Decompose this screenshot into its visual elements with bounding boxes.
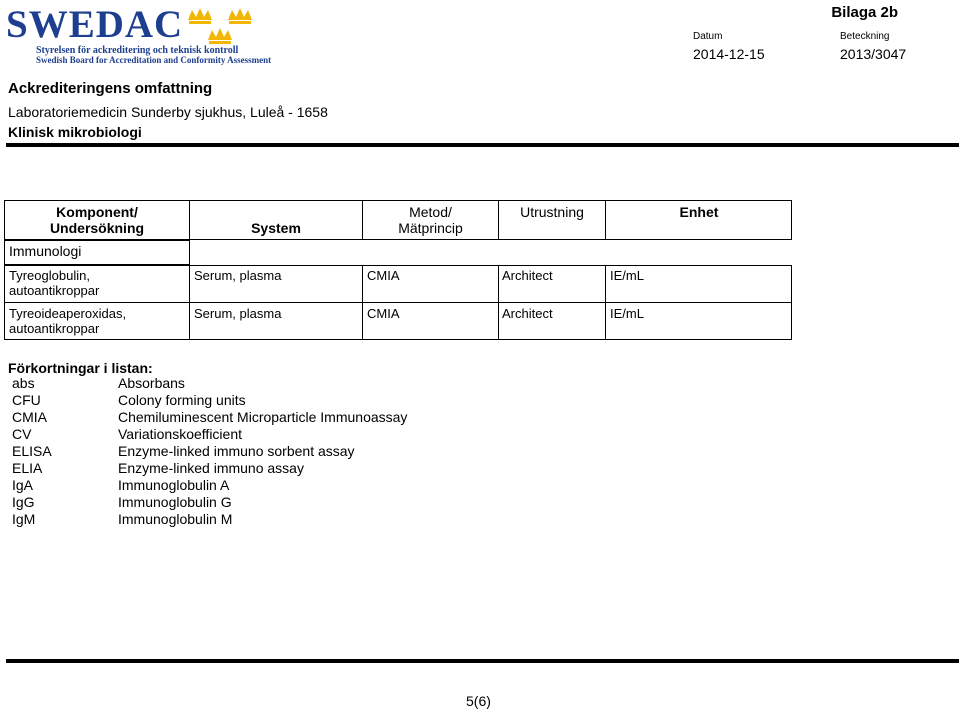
abbreviation-code: ELISA xyxy=(12,443,52,459)
abbreviation-meaning: Immunoglobulin M xyxy=(118,511,233,527)
row2-divider-3 xyxy=(605,302,606,340)
abbreviation-code: CFU xyxy=(12,392,41,408)
row2-method: CMIA xyxy=(367,306,400,321)
abbreviation-meaning: Chemiluminescent Microparticle Immunoassay xyxy=(118,409,408,425)
logo-tagline-swedish: Styrelsen för ackreditering och teknisk kontroll xyxy=(36,45,239,56)
header-system: System xyxy=(251,220,301,236)
abbreviation-meaning: Immunoglobulin G xyxy=(118,494,232,510)
abbreviations-title: Förkortningar i listan: xyxy=(8,360,153,376)
header-method-line1: Metod/ xyxy=(409,204,452,220)
header-method-line2: Mätprincip xyxy=(398,220,463,236)
row2-component-line2: autoantikroppar xyxy=(9,321,100,336)
abbreviation-meaning: Absorbans xyxy=(118,375,185,391)
abbreviation-code: ELIA xyxy=(12,460,43,476)
row1-equipment: Architect xyxy=(502,268,553,283)
row2-equipment: Architect xyxy=(502,306,553,321)
row1-unit: IE/mL xyxy=(610,268,644,283)
header-unit: Enhet xyxy=(679,204,719,220)
department-name: Klinisk mikrobiologi xyxy=(8,124,142,140)
appendix-label: Bilaga 2b xyxy=(831,4,898,21)
row1-divider-2 xyxy=(498,265,499,303)
abbreviation-code: CV xyxy=(12,426,32,442)
row1-system: Serum, plasma xyxy=(194,268,282,283)
abbreviation-meaning: Variationskoefficient xyxy=(118,426,242,442)
abbreviation-meaning: Enzyme-linked immuno sorbent assay xyxy=(118,443,355,459)
row2-component-line1: Tyreoideaperoxidas, xyxy=(9,306,127,321)
header-divider xyxy=(6,143,959,147)
header-component-line2: Undersökning xyxy=(49,220,145,236)
row2-system: Serum, plasma xyxy=(194,306,282,321)
logo-tagline-english: Swedish Board for Accreditation and Conformity Assessment xyxy=(36,55,272,65)
row1-method: CMIA xyxy=(367,268,400,283)
document-title: Ackrediteringens omfattning xyxy=(8,80,213,97)
header-component-line1: Komponent/ xyxy=(56,204,138,220)
date-value: 2014-12-15 xyxy=(693,46,765,62)
footer-divider xyxy=(6,659,959,663)
row2-unit: IE/mL xyxy=(610,306,644,321)
row1-divider-1 xyxy=(362,265,363,303)
abbreviation-code: IgA xyxy=(12,477,34,493)
three-crowns-icon xyxy=(186,6,256,46)
row1-component-line1: Tyreoglobulin, xyxy=(9,268,90,283)
row1-component-line2: autoantikroppar xyxy=(9,283,100,298)
lab-name: Laboratoriemedicin Sunderby sjukhus, Luleå - 1658 xyxy=(8,104,328,120)
abbreviation-code: IgM xyxy=(12,511,36,527)
reference-value: 2013/3047 xyxy=(840,46,907,62)
reference-label: Beteckning xyxy=(840,31,890,42)
abbreviation-code: IgG xyxy=(12,494,35,510)
swedac-logo xyxy=(6,3,272,65)
header-equipment: Utrustning xyxy=(520,204,584,220)
date-label: Datum xyxy=(693,31,723,42)
abbreviation-code: CMIA xyxy=(12,409,47,425)
abbreviation-meaning: Enzyme-linked immuno assay xyxy=(118,460,304,476)
abbreviation-code: abs xyxy=(12,375,35,391)
row1-divider-3 xyxy=(605,265,606,303)
page-number: 5(6) xyxy=(466,693,491,709)
section-heading: Immunologi xyxy=(9,243,82,259)
row2-divider-1 xyxy=(362,302,363,340)
abbreviation-meaning: Colony forming units xyxy=(118,392,246,408)
abbreviation-meaning: Immunoglobulin A xyxy=(118,477,230,493)
logo-wordmark: SWEDAC xyxy=(6,3,184,46)
row2-divider-2 xyxy=(498,302,499,340)
